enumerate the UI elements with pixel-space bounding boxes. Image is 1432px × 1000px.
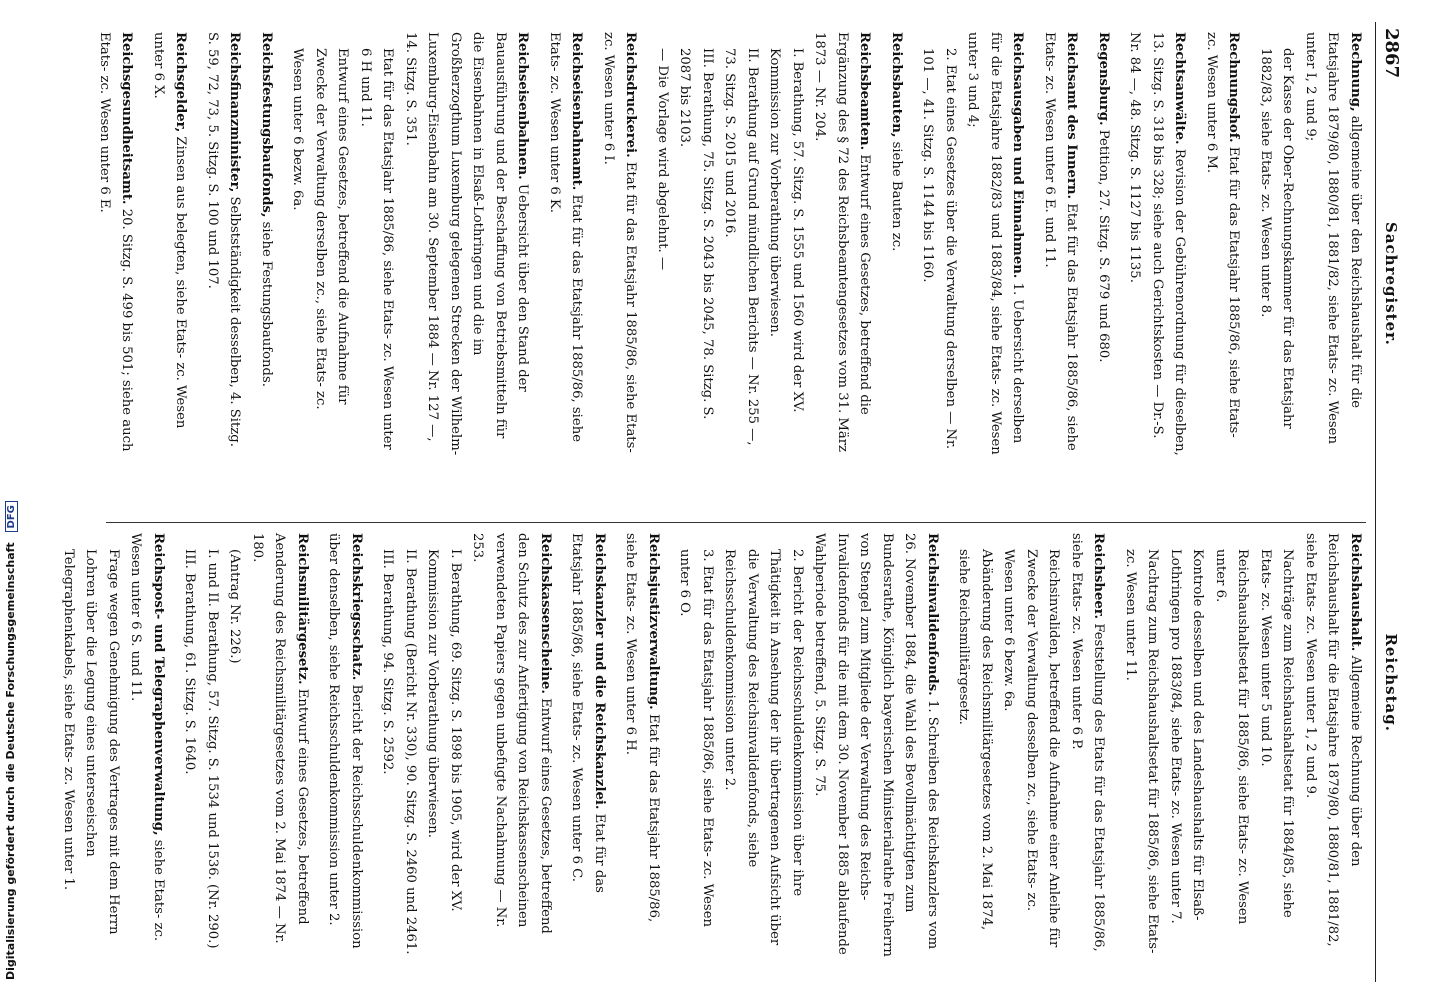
index-entry-line: 2. Etat eines Gesetzes über die Verwaltung derselben — Nr. 101 —, 41. Sitzg. S. 1144 bis 1160. [920,48,958,450]
index-entry-head: Reichseisenbahnen. [515,32,531,180]
index-entry [916,32,1029,457]
index-entry-line: III. Berathung, 61. Sitzg. S. 1640. [182,549,198,775]
index-entry-line: Etat für das Etatsjahr 1885/86, siehe Etats- zc. Wesen unter 6 I. [601,32,639,453]
index-entry-line: Etat für das Etatsjahr 1885/86, siehe Etats- zc. Wesen unter 6 C. [569,533,607,893]
index-entry-line: Frage wegen Genehmigung des Vertrages mit dem Herrn Lohren über die Legung eines unterseeischen Telegraphenkabels, siehe Etats- zc. Wesen unter 1. [61,549,121,935]
index-entry-line: III. Berathung, 75. Sitzg. S. 2043 bis 2045, 78. Sitzg. S. 2087 bis 2103. [677,48,715,420]
index-entry [201,32,246,457]
index-entry-line: Allgemeine Rechnung über den Reichshaushalt für die Etatsjahre 1879/80, 1880/81, 1881/82, siehe Etats- zc. Wesen unter 1, 2 und 9. [1303,533,1363,947]
index-entry-head: Rechtsanwälte. [1172,32,1188,145]
index-entry-line: siehe Festungsbaufonds. [259,221,274,387]
index-entry-line: Feststellung des Etats für das Etatsjahr 1885/86, siehe Etats- zc. Wesen unter 6 P. [1069,533,1107,952]
index-entry-line: 20. Sitzg. S. 499 bis 501; siehe auch Etats- zc. Wesen unter 6 E. [97,32,135,452]
index-entry-line: Selbstständigkeit desselben, 4. Sitzg. S. 59, 72, 73, 5. Sitzg. S. 100 und 107. [205,32,243,447]
index-entry-line: der Kasse der Ober-Rechnungskammer für das Etatsjahr 1882/83, siehe Etats- zc. Wesen unter 8. [1258,48,1296,429]
digitization-note-text: Digitalisierung gefördert durch die Deutsche Forschungsgemeinschaft [4,542,17,980]
index-entry-line: I. Berathung, 69. Sitzg. S. 1898 bis 1905, wird der XV. Kommission zur Vorberathung überwiesen. [425,549,463,912]
index-entry-line: Entwurf eines Gesetzes, betreffend den Schutz des zur Anfertigung von Reichskassenscheinen verwendeten Papiers gegen unbefugte Nachahmung — Nr. 253. [470,533,553,934]
index-entry-line: Petition, 27. Sitzg. S. 679 und 680. [1096,129,1111,363]
index-entry [885,32,908,457]
index-entry-line: Kontrole desselben und des Landeshaushalts für Elsaß-Lothringen pro 1883/84, siehe Etats- zc. Wesen unter 7. [1168,549,1206,924]
index-entry-line: 1. Uebersicht derselben für die Etatsjahre 1882/83 und 1883/84, siehe Etats- zc. Wesen unter 3 und 4; [965,32,1026,455]
index-entry-line: III. Berathung, 94. Sitzg. S. 2592. [380,549,396,775]
index-entry-head: Rechnung, [1348,32,1363,112]
index-entry-head: Reichsausgaben und Einnahmen. [1010,32,1026,279]
dfg-logo: DFG [5,501,18,532]
index-entry-line: II. Berathung auf Grund mündlichen Berichts — Nr. 255 —, 73. Sitzg. S. 2015 und 2016. [722,48,760,446]
index-entry [178,533,313,958]
index-entry-line: 1. Schreiben des Reichskanzlers vom 26. November 1884, die Wahl des Bevollmächtigten zum Bundesrathe, Königlich bayerischen Ministerialrathe Freiherrn von Stengel zum Mitgliede der Verwaltung des Reichs-Invalidenfonds für die mit dem 30. November 1885 ablaufende Wahlperiode betreffend, 5. Sitzg. S. 75. [812,533,940,957]
index-entry [322,533,367,958]
index-entry-line: I. Berathung, 57. Sitzg. S. 1555 und 1560 wird der XV. Kommission zur Vorberathung überwiesen. [767,48,805,413]
index-entry-line: Entwurf eines Gesetzes, betreffend die Ergänzung des § 72 des Reichsbeamtengesetzes vom 31. März 1873 — Nr. 204. [812,32,873,452]
index-entry-line: Etat für das Etatsjahr 1885/86, siehe Etats- zc. Wesen unter 6 H und 11. [358,48,396,450]
index-entry-line: allgemeine über den Reichshaushalt für die Etatsjahre 1879/80, 1880/81, 1881/82, siehe Etats- zc. Wesen unter I, 2 und 9; [1303,32,1363,444]
index-entry [255,32,278,457]
index-entry-line: Reichsinvaliden, betreffend die Aufnahme einer Anleihe für Zwecke der Verwaltung desselben zc., siehe Etats- zc. Wesen unter 6 bezw. 6a. [1001,549,1062,948]
index-entry-head: Reichsbeamten. [857,32,873,151]
column-right [61,522,1366,958]
index-entry-head: Reichsheer. [1091,533,1107,620]
index-entry-line: siehe Etats- zc. Wesen unter 6 S. und 11. [128,533,166,942]
index-entry-line: Nachtrag zum Reichshaushaltsetat für 1885/86, siehe Etats- zc. Wesen unter 11. [1123,549,1161,954]
index-entry [1119,533,1367,958]
index-entry-line: siehe Bauten zc. [889,141,904,252]
index-entry-line: Entwurf eines Gesetzes, betreffend die Aufnahme für Zwecke der Verwaltung derselben zc., siehe Etats- zc. Wesen unter 6 bezw. 6a. [290,48,351,410]
index-entry-head: Reichsinvalidenfonds. [925,533,940,696]
index-entry-head: Reichskanzler und die Reichskanzlei. [592,533,607,810]
index-entry-head: Reichspost- und Telegraphenverwaltung, [151,533,166,836]
index-entry-line: Etat für das Etatsjahr 1885/86, siehe Etats- zc. Wesen unter 6 H. [623,533,661,923]
index-entry [619,533,664,958]
running-head-left: Reichstag. [1382,633,1400,732]
index-entry [673,533,943,958]
index-entry [1254,32,1367,457]
index-entry-line: Etat für das Etatsjahr 1885/86, siehe Etats- zc. Wesen unter 6 M. [1204,32,1242,438]
index-entry [286,32,534,457]
index-entry [93,32,138,457]
index-entry-line: Revision der Gebührenordnung für dieselben, 13. Sitzg. S. 318 bis 328; siehe auch Gerichtskosten — Dr.-S. Nr. 84 —, 48. Sitzg. S. 1127 bis 1135. [1127,32,1188,456]
index-entry-line: II. Berathung (Bericht Nr. 330), 90. Sitzg. S. 2460 und 2461. [403,549,418,955]
column-left [97,32,1366,457]
index-entry [651,32,876,457]
index-entry-line: 2. Bericht der Reichsschuldenkommission über ihre Thätigkeit in Ansehung der ihr übertragenen Aufsicht über die Verwaltung des Reichsinvalidenfonds, siehe Reichsschuldenkommission unter 2. [722,549,805,946]
index-entry [1200,32,1245,457]
index-entry-head: Reichskassenscheine. [538,533,553,694]
index-entry-head: Reichsamt des Innern. [1064,32,1080,200]
index-entry [57,533,170,958]
index-entry-head: Reichsgelder, [173,32,189,133]
index-entry-head: Reichskriegsschatz. [349,533,364,681]
index-entry-head: Regensburg. [1096,32,1111,126]
page-header [1375,22,1412,982]
index-entry-head: Reichsjustizverwaltung. [646,533,661,710]
index-entry-head: Reichsdruckerei. [623,32,639,158]
index-entry-head: Reichsmilitärgesetz. [295,533,310,685]
index-entry-line: Bericht der Reichsschuldenkommission über denselben, siehe Reichsschuldenkommission unter 2. [326,533,364,949]
digitization-note [4,0,18,980]
index-entry-line: — Die Vorlage wird abgelehnt. — [655,48,670,271]
index-entry-head: Reichseisenbahnamt. [569,32,585,191]
index-entry-head: Reichsbauten, [889,32,904,138]
index-entry-head: Reichsfinanzminister, [227,32,243,193]
index-entry [565,533,610,958]
index-entry [1038,32,1083,457]
index-entry [376,533,556,958]
index-entry-line: I. und II. Berathung, 57. Sitzg. S. 1534 und 1536. (Nr. 290.) [205,549,220,949]
index-entry-head: Reichsgesundheitsamt. [119,32,135,205]
index-entry [543,32,588,457]
index-entry [1092,32,1115,457]
index-entry-head: Rechnungshof. [1226,32,1242,143]
index-entry-head: Reichsfestungsbaufonds, [259,32,274,218]
index-entry [597,32,642,457]
index-entry-head: Reichshaushalt. [1348,533,1363,652]
rotated-page-content [61,22,1412,982]
index-entry-line: Etat für das Etatsjahr 1885/86, siehe Etats- zc. Wesen unter 6 E. und 11. [1042,32,1080,451]
index-entry [1123,32,1191,457]
index-entry-line: Uebersicht über den Stand der Bauausführung und der Beschaffung von Betriebsmitteln für die Eisenbahnen in Elsaß-Lothringen und die im Großherzogthum Luxemburg gelegenen Strecken der Wilhelm-Luxemburg-Eisenbahn am 30. September 1884 — Nr. 127 —, 14. Sitzg. S. 351. [403,32,531,456]
index-entry [952,533,1110,958]
index-entry-line: Abänderung des Reichsmilitärgesetzes vom 2. Mai 1874, siehe Reichsmilitärgesetz. [956,549,994,931]
index-entry [147,32,192,457]
index-entry-line: Nachträge zum Reichshaushaltsetat für 1884/85, siehe Etats- zc. Wesen unter 5 und 10. [1258,549,1296,918]
index-entry-line: Entwurf eines Gesetzes, betreffend Aenderung des Reichsmilitärgesetzes vom 2. Mai 1874 — Nr. 180. [250,533,310,944]
index-entry-line: (Antrag Nr. 226.) [227,549,243,664]
index-entry-line: Etat für das Etatsjahr 1885/86, siehe Etats- zc. Wesen unter 6 K. [547,32,585,442]
index-entry-line: Zinsen aus belegten, siehe Etats- zc. Wesen unter 6 X. [151,32,189,429]
index-entry-line: Reichshaushaltsetat für 1885/86, siehe Etats- zc. Wesen unter 6. [1213,549,1251,925]
running-head-right: Sachregister. [1382,222,1400,346]
index-entry-line: 3. Etat für das Etatsjahr 1885/86, siehe Etats- zc. Wesen unter 6 O. [677,549,715,927]
page-number: 2867 [1381,28,1402,79]
